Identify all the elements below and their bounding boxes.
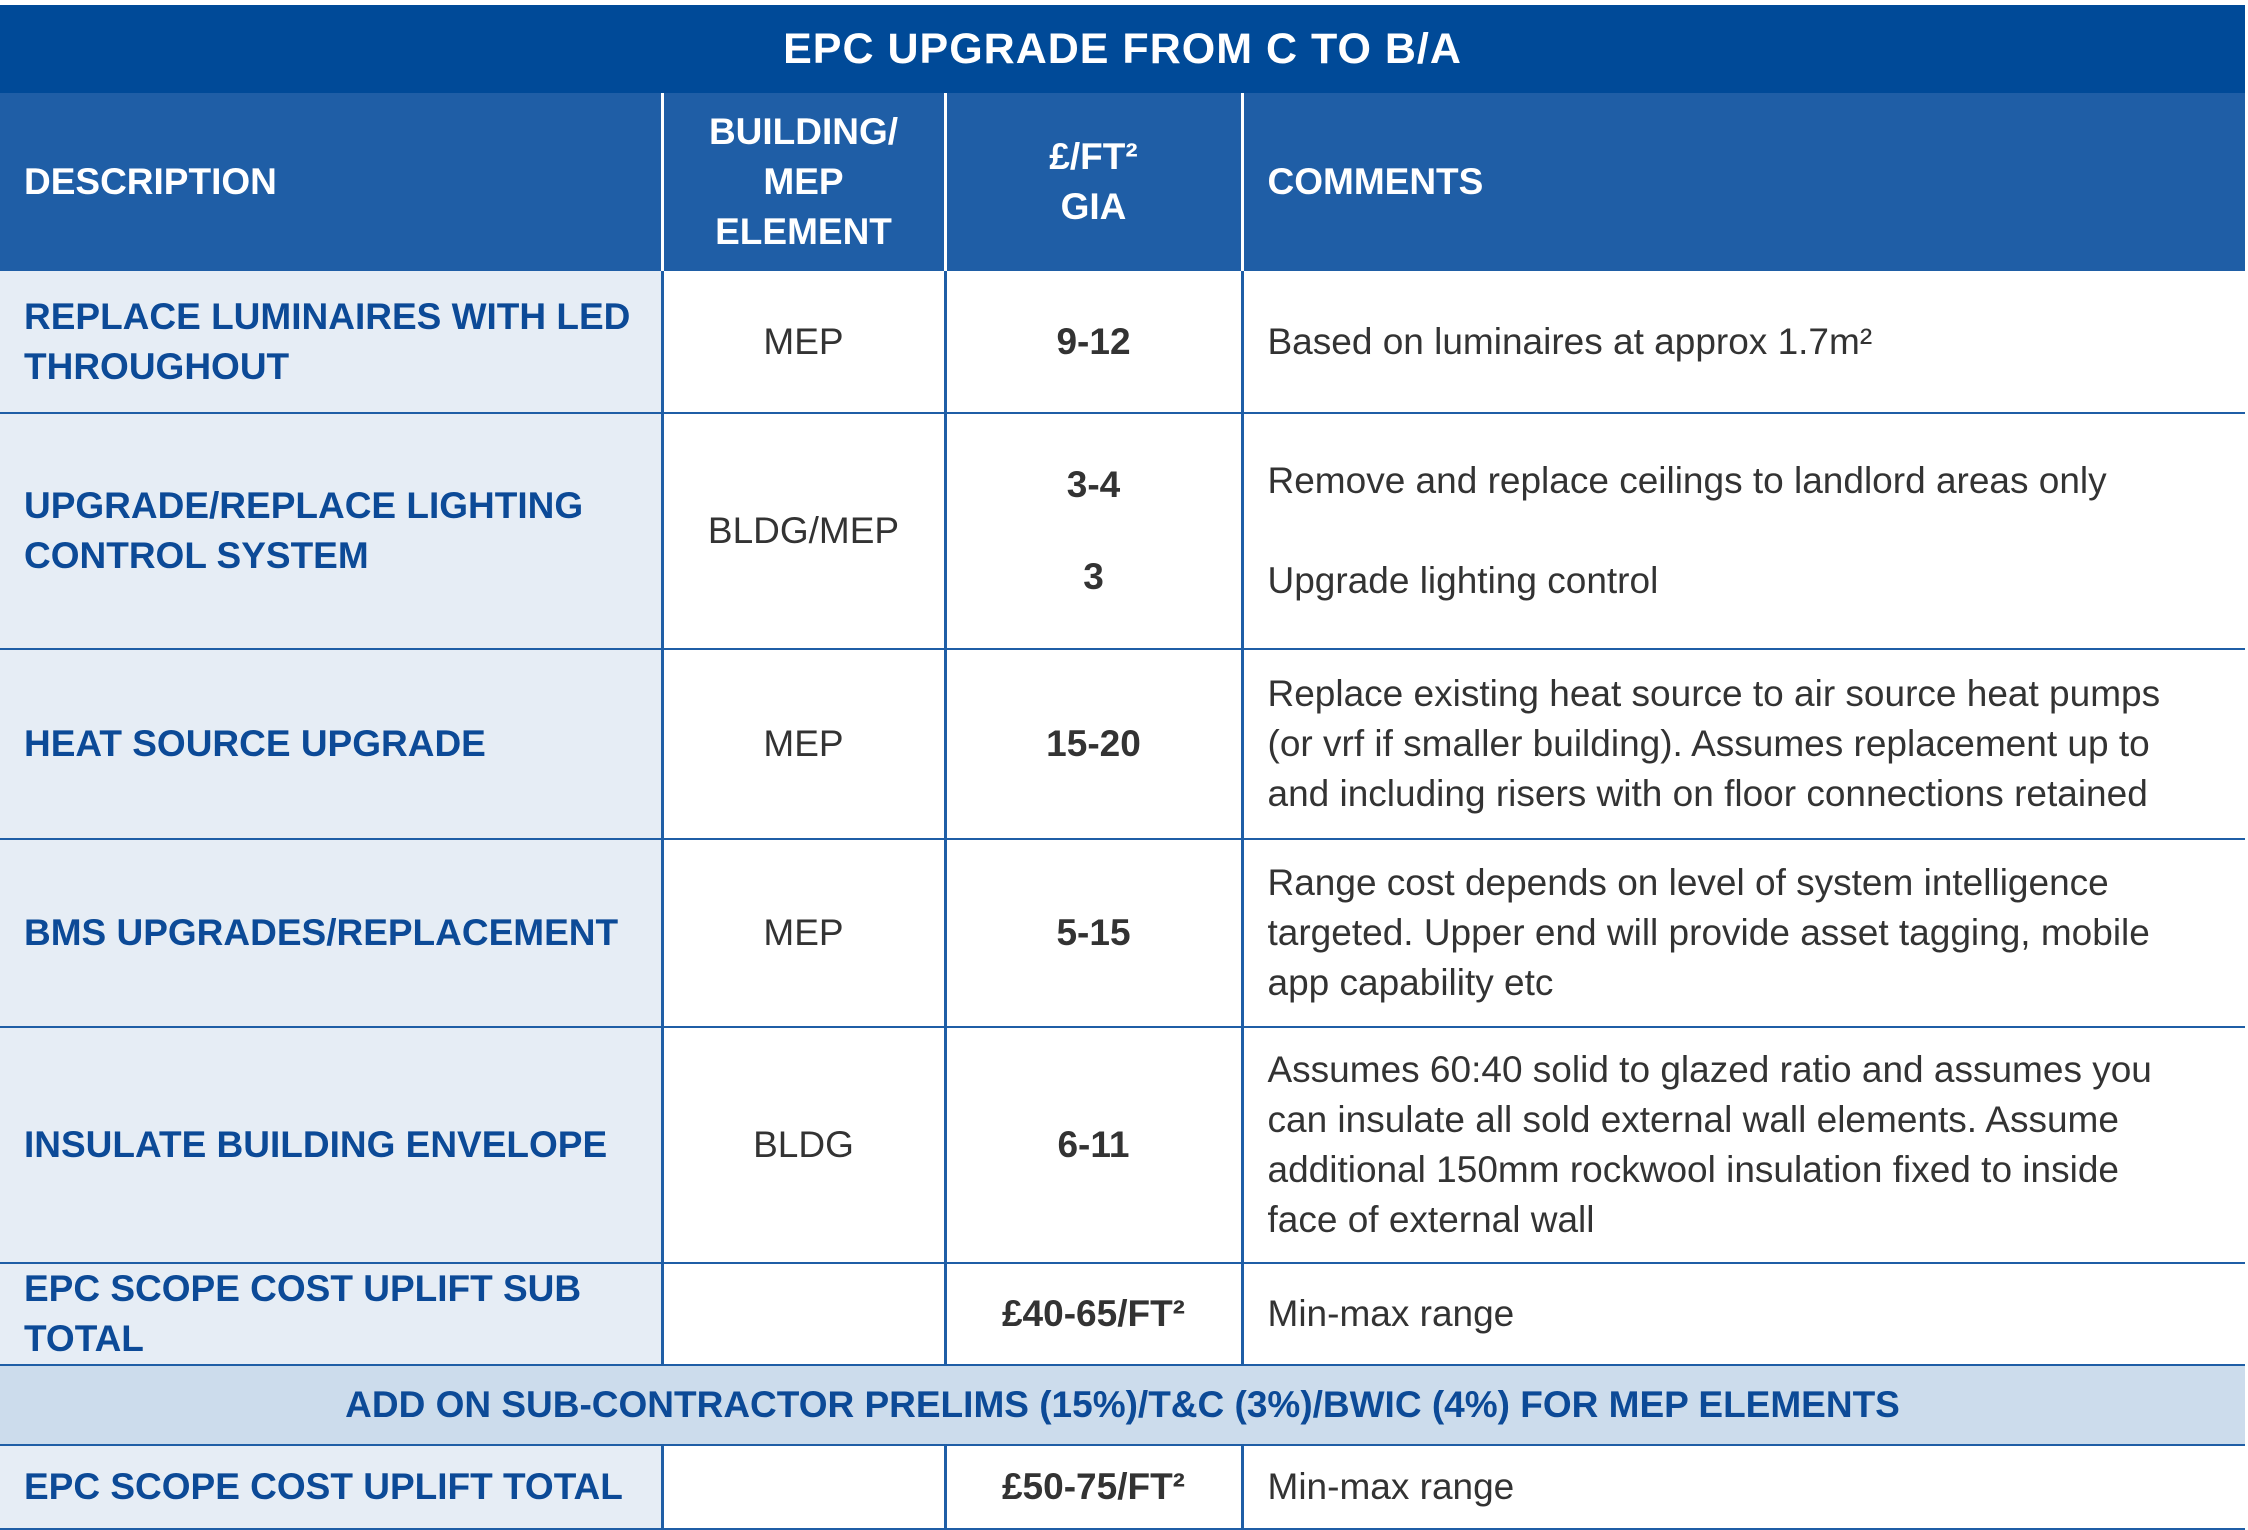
table-title-row — [0, 5, 2245, 93]
row-element: MEP — [662, 649, 945, 839]
header-element-line: MEP — [763, 161, 844, 202]
row-comment-line: Assumes 60:40 solid to glazed ratio and assumes you — [1267, 1049, 2152, 1090]
total-row — [0, 1445, 2245, 1529]
row-description — [0, 271, 662, 413]
row-comment-line: Replace existing heat source to air source heat pumps — [1267, 673, 2161, 714]
header-description: DESCRIPTION — [0, 93, 662, 271]
row-cost-line: 3-4 — [1066, 464, 1121, 505]
row-element: BLDG/MEP — [662, 413, 945, 649]
row-cost: 6-11 — [945, 1027, 1242, 1263]
row-description-line: THROUGHOUT — [24, 345, 290, 387]
row-element: MEP — [662, 271, 945, 413]
row-description — [0, 1027, 662, 1263]
header-element-line: BUILDING/ — [708, 111, 899, 152]
total-comments: Min-max range — [1242, 1445, 2245, 1529]
row-description-line: BMS UPGRADES/REPLACEMENT — [24, 912, 619, 953]
table-row — [0, 649, 2245, 839]
header-cost-line: £/FT² — [1049, 136, 1138, 177]
row-comment-line: Remove and replace ceilings to landlord areas only — [1267, 460, 2107, 501]
row-comments — [1242, 271, 2245, 413]
row-comment-line: app capability etc — [1267, 962, 1554, 1003]
row-comments — [1242, 649, 2245, 839]
subtotal-description: EPC SCOPE COST UPLIFT SUB TOTAL — [0, 1263, 662, 1365]
add-on-banner-row — [0, 1365, 2245, 1445]
row-comments — [1242, 413, 2245, 649]
header-row — [0, 93, 2245, 271]
add-on-banner: ADD ON SUB-CONTRACTOR PRELIMS (15%)/T&C (3%)/BWIC (4%) FOR MEP ELEMENTS — [0, 1365, 2245, 1445]
table-row — [0, 413, 2245, 649]
table-row — [0, 271, 2245, 413]
row-comment-gap — [1268, 506, 2226, 556]
row-description-line: INSULATE BUILDING ENVELOPE — [24, 1124, 608, 1165]
row-cost: 9-12 — [945, 271, 1242, 413]
epc-upgrade-table — [0, 5, 2245, 1530]
row-cost-line: 3 — [1083, 556, 1104, 597]
table-title: EPC UPGRADE FROM C TO B/A — [0, 5, 2245, 93]
row-element: BLDG — [662, 1027, 945, 1263]
header-element-line: ELEMENT — [715, 211, 892, 252]
row-comment-line: Upgrade lighting control — [1267, 560, 1659, 601]
header-element — [662, 93, 945, 271]
row-comment-line: face of external wall — [1267, 1199, 1595, 1240]
total-element — [662, 1445, 945, 1529]
row-comments — [1242, 1027, 2245, 1263]
row-comment-line: additional 150mm rockwool insulation fixed to inside — [1267, 1149, 2119, 1190]
row-cost: 15-20 — [945, 649, 1242, 839]
row-description-line: REPLACE LUMINAIRES WITH LED — [24, 295, 631, 337]
row-cost — [945, 413, 1242, 649]
subtotal-cost: £40-65/FT² — [945, 1263, 1242, 1365]
subtotal-element — [662, 1263, 945, 1365]
table-row — [0, 1027, 2245, 1263]
subtotal-comments: Min-max range — [1242, 1263, 2245, 1365]
row-description — [0, 649, 662, 839]
row-comment-line: (or vrf if smaller building). Assumes replacement up to — [1267, 723, 2150, 764]
row-description — [0, 839, 662, 1027]
total-description: EPC SCOPE COST UPLIFT TOTAL — [0, 1445, 662, 1529]
header-cost — [945, 93, 1242, 271]
subtotal-row — [0, 1263, 2245, 1365]
row-element: MEP — [662, 839, 945, 1027]
row-comments — [1242, 839, 2245, 1027]
row-description-line: CONTROL SYSTEM — [24, 535, 369, 576]
row-description — [0, 413, 662, 649]
row-comment-line: targeted. Upper end will provide asset tagging, mobile — [1267, 912, 2150, 953]
row-cost: 5-15 — [945, 839, 1242, 1027]
row-comment-line: can insulate all sold external wall elements. Assume — [1267, 1099, 2119, 1140]
row-cost-gap — [947, 506, 1241, 556]
row-comment-line: and including risers with on floor connections retained — [1267, 773, 2148, 814]
header-cost-line: GIA — [1060, 186, 1127, 227]
row-comment-line: Range cost depends on level of system intelligence — [1267, 862, 2109, 903]
row-description-line: UPGRADE/REPLACE LIGHTING — [24, 485, 584, 526]
row-description-line: HEAT SOURCE UPGRADE — [24, 723, 486, 764]
table-row — [0, 839, 2245, 1027]
row-comment-line: Based on luminaires at approx 1.7m² — [1267, 320, 1873, 362]
total-cost: £50-75/FT² — [945, 1445, 1242, 1529]
header-comments: COMMENTS — [1242, 93, 2245, 271]
